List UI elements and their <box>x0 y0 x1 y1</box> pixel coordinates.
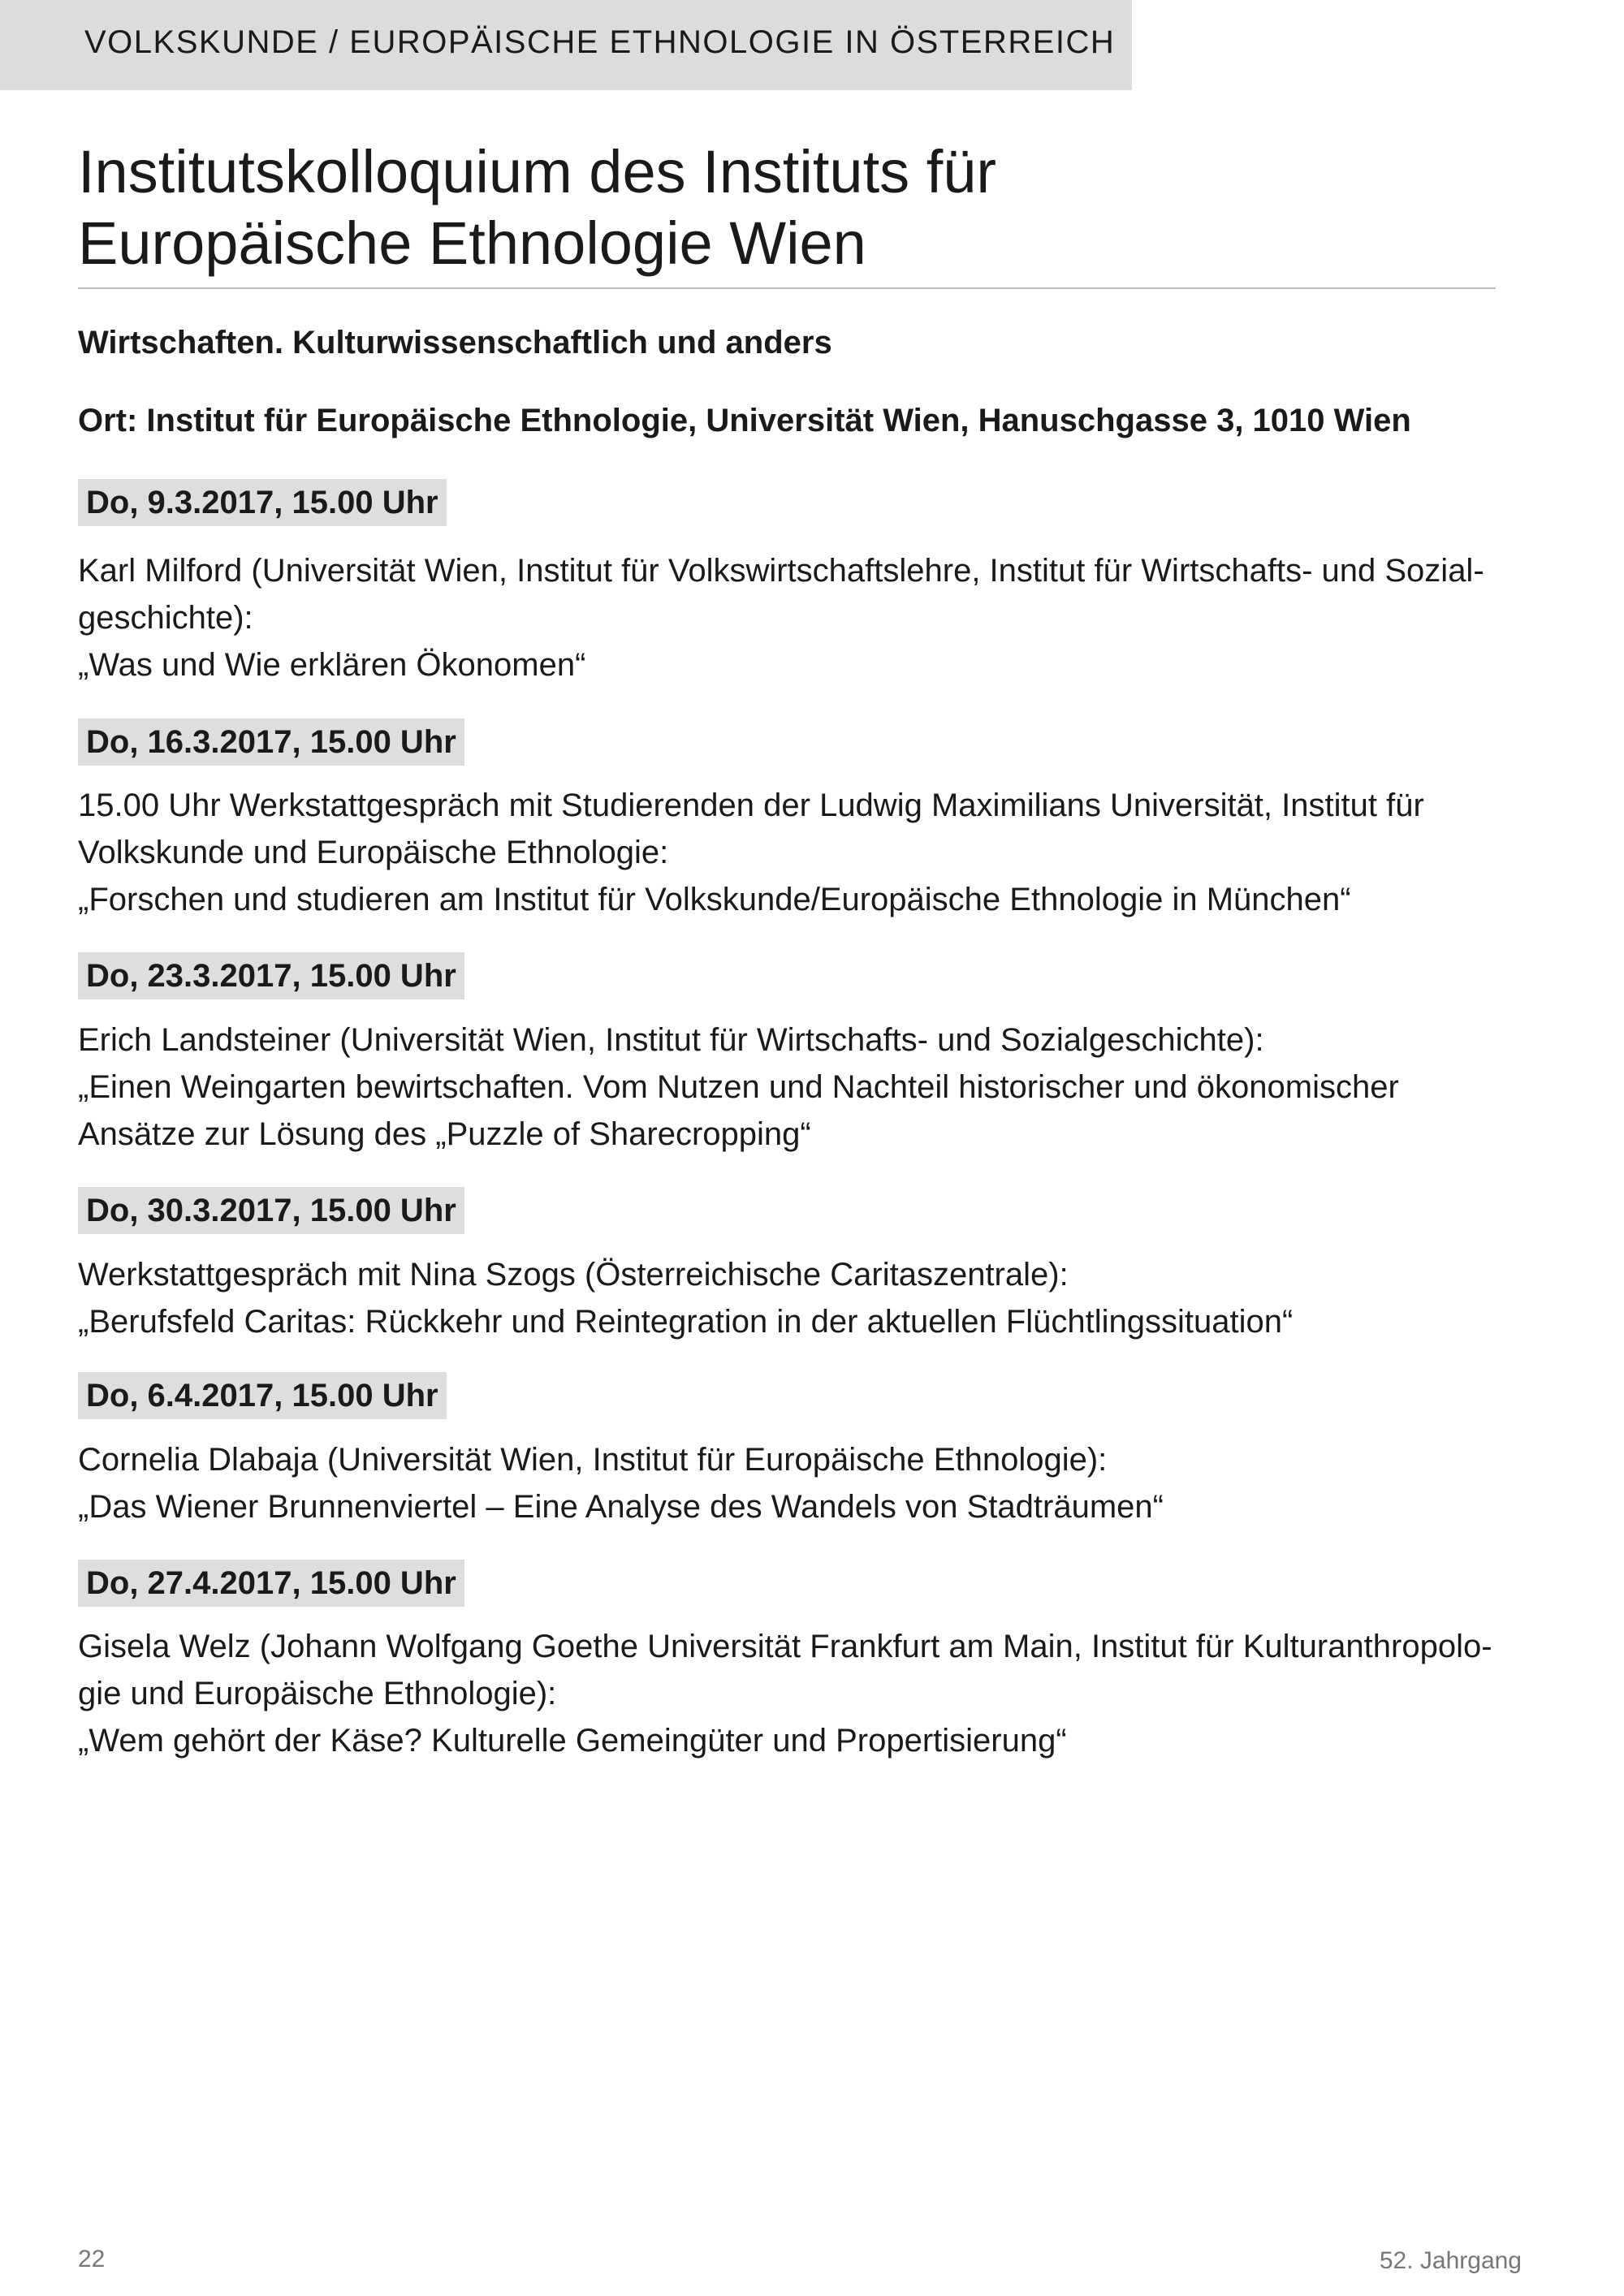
event-description-line: 15.00 Uhr Werkstattgespräch mit Studierenden der Ludwig Maximilians Universität, Institut für <box>78 788 1424 823</box>
event-description-line: Werkstattgespräch mit Nina Szogs (Österreichische Caritaszentrale): <box>78 1257 1069 1293</box>
event-description-line: Volkskunde und Europäische Ethnologie: <box>78 835 669 870</box>
event-description-line: Cornelia Dlabaja (Universität Wien, Institut für Europäische Ethnologie): <box>78 1442 1108 1478</box>
title-divider <box>78 287 1496 289</box>
venue-location: Ort: Institut für Europäische Ethnologie, Universität Wien, Hanuschgasse 3, 1010 Wien <box>78 403 1411 438</box>
section-header-label: VOLKSKUNDE / EUROPÄISCHE ETHNOLOGIE IN ÖSTERREICH <box>84 24 1116 60</box>
event-description-line: „Einen Weingarten bewirtschaften. Vom Nutzen und Nachteil historischer und ökonomischer <box>78 1069 1399 1105</box>
section-header-band <box>0 0 1132 90</box>
event-description <box>78 1016 1540 1158</box>
page-number: 22 <box>78 2246 106 2272</box>
event-description-line: Erich Landsteiner (Universität Wien, Institut für Wirtschafts- und Sozialgeschichte): <box>78 1022 1264 1058</box>
event-description-line: „Was und Wie erklären Ökonomen“ <box>78 647 586 683</box>
event-description <box>78 782 1540 923</box>
event-description-line: „Wem gehört der Käse? Kulturelle Gemeingüter und Propertisierung“ <box>78 1723 1067 1759</box>
event-description-line: Karl Milford (Universität Wien, Institut für Volkswirtschaftslehre, Institut für Wirtschafts- und Sozial- <box>78 553 1484 589</box>
page-title <box>78 136 1499 279</box>
event-description <box>78 1436 1540 1530</box>
event-date: Do, 9.3.2017, 15.00 Uhr <box>78 479 447 526</box>
event-description <box>78 547 1540 688</box>
page-title-line-2: Europäische Ethnologie Wien <box>78 209 866 277</box>
event-description <box>78 1251 1540 1345</box>
volume-label: 52. Jahrgang <box>1379 2247 1522 2274</box>
event-description-line: „Das Wiener Brunnenviertel – Eine Analyse des Wandels von Stadträumen“ <box>78 1489 1164 1525</box>
event-description <box>78 1623 1540 1764</box>
event-date: Do, 23.3.2017, 15.00 Uhr <box>78 952 464 999</box>
event-date: Do, 16.3.2017, 15.00 Uhr <box>78 719 464 766</box>
page-title-line-1: Institutskolloquium des Instituts für <box>78 138 997 205</box>
event-description-line: „Berufsfeld Caritas: Rückkehr und Reintegration in der aktuellen Flüchtlingssituation“ <box>78 1304 1294 1340</box>
event-description-line: Ansätze zur Lösung des „Puzzle of Sharecropping“ <box>78 1116 811 1152</box>
event-description-line: „Forschen und studieren am Institut für Volkskunde/Europäische Ethnologie in München“ <box>78 882 1351 917</box>
event-date: Do, 30.3.2017, 15.00 Uhr <box>78 1187 464 1234</box>
event-date: Do, 27.4.2017, 15.00 Uhr <box>78 1560 464 1607</box>
series-subtitle: Wirtschaften. Kulturwissenschaftlich und anders <box>78 325 832 360</box>
event-description-line: gie und Europäische Ethnologie): <box>78 1676 557 1711</box>
event-description-line: Gisela Welz (Johann Wolfgang Goethe Universität Frankfurt am Main, Institut für Kulturanthropolo- <box>78 1629 1492 1664</box>
event-description-line: geschichte): <box>78 600 253 636</box>
event-date: Do, 6.4.2017, 15.00 Uhr <box>78 1372 447 1419</box>
